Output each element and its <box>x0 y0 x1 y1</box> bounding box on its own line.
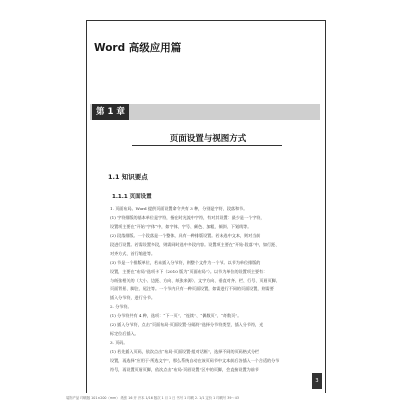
body-line: (1) 若先插入页码，依次点击“布局-页面设置-组对话框”，选择不同的页码格式分栏 <box>110 349 260 354</box>
body-line: 3. 页码。 <box>110 340 128 346</box>
page-number-tab: 3 <box>312 373 322 389</box>
chapter-title: 页面设置与视图方式 <box>169 134 247 144</box>
chapter-number-badge: 第 1 章 <box>92 104 129 120</box>
section-heading: 1.1 知识要点 <box>108 173 148 181</box>
body-line: 对齐方式、首行缩进等。 <box>110 250 156 256</box>
body-line: 与纸张相关的（大小、边距、方向、纸张来源）、文字方向、垂直对齐、栏、行号、页眉页脚、 <box>110 277 280 283</box>
chapter-title-underline <box>132 145 282 146</box>
body-line: (1) 字符排版的基本单位是字符，指在时光流中字符，有对其设置：最少是一个字符， <box>110 214 265 220</box>
body-line: 设置项主要在“开始”字体“中，如字体、字号、颜色、加粗、倾斜、下划线等。 <box>110 223 252 229</box>
body-line: (2) 插入分节符，点击“页面布局-页面设置-分隔符”选择分节符类型，插入分节符，光 <box>110 322 264 328</box>
body-text <box>110 205 308 375</box>
body-line: 2. 分节符。 <box>110 304 132 310</box>
body-line: 插入分节符，进行分节。 <box>110 295 156 301</box>
body-line: 1. 页面布局。Word 提供页面设置命令共有 3 种，分别是字符、段落和节。 <box>110 206 248 211</box>
body-line: 页面背景、脚注、尾注等。一个节内只有一种页面设置，如需进行不同的页面设置，则需要 <box>110 286 274 292</box>
body-line: (2) 段落排版。一个段落是一个整体，具有一种排版设置。若未选中文本，则对当前 <box>110 232 261 238</box>
body-line: 设置，再选择“应用于-所选文字”，那么系统自动在该页码节中文本前后各插入一个合适的分节 <box>110 357 280 363</box>
body-line: 段进行设置。若需设置多段，则需同时选中多段内容。设置项主要在“开始-段落”中，如行距、 <box>110 241 280 247</box>
subsection-heading: 1.1.1 页面设置 <box>112 194 152 200</box>
footer-print-info: 装饰产品 印刷版 101×200（mm） 纸张 16 开 开本 1/16 版次 1 月 1 日 书号 1 印刷 2. 1/1 定价 1 印刷号 39～43 <box>66 396 239 400</box>
body-line: (1) 分节符共有 4 种，选项：“下一页”、“连续”、“偶数页”、“奇数页”。 <box>110 313 242 319</box>
body-line: 符号，再设置页眉页脚，依次点击“布局-页眉设置”区中的页脚，会直接设置为前节 <box>110 366 259 372</box>
body-line: 标定位后插入。 <box>110 331 139 337</box>
body-line: (3) 节是一个排版单位，若未插入分节符，则整个文件为一个节。以节为单位排版的 <box>110 259 261 265</box>
body-line: 设置，主要在“布局”选项卡下（2010 版为“页面布局”）。以节为单位的设置项主要有： <box>110 268 268 274</box>
book-title: Word 高级应用篇 <box>94 42 182 54</box>
